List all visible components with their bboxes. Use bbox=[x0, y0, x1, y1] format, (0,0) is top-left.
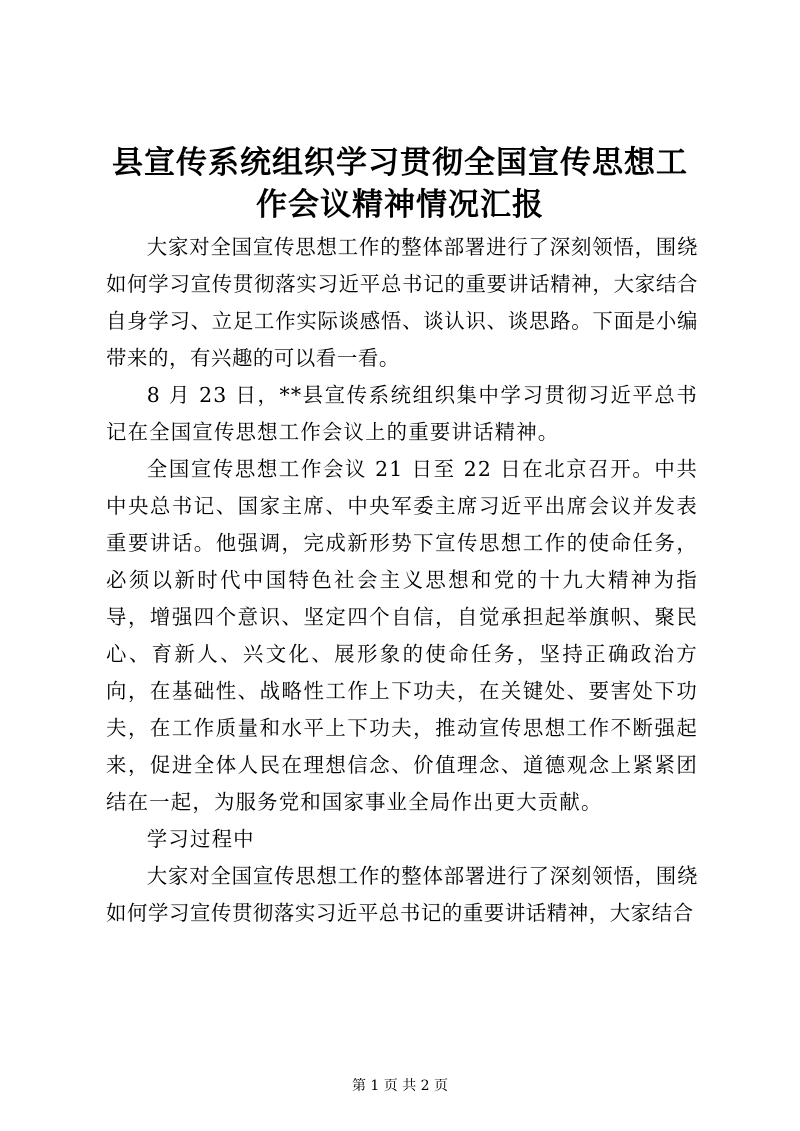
document-body bbox=[106, 229, 698, 932]
paragraph-heading-learning: 学习过程中 bbox=[146, 827, 255, 851]
paragraph-intro: 大家对全国宣传思想工作的整体部署进行了深刻领悟，围绕如何学习宣传贯彻落实习近平总书记的重要讲话精神，大家结合自身学习、立足工作实际谈感悟、谈认识、谈思路。下面是小编带来的，有兴趣的可以看一看。 bbox=[106, 235, 698, 370]
paragraph-date: 8 月 23 日，**县宣传系统组织集中学习贯彻习近平总书记在全国宣传思想工作会议上的重要讲话精神。 bbox=[106, 383, 698, 444]
page-footer: 第 1 页 共 2 页 bbox=[351, 1078, 449, 1094]
paragraph-repeat: 大家对全国宣传思想工作的整体部署进行了深刻领悟，围绕如何学习宣传贯彻落实习近平总书记的重要讲话精神，大家结合 bbox=[106, 864, 698, 925]
document-title: 县宣传系统组织学习贯彻全国宣传思想工作会议精神情况汇报 bbox=[112, 145, 688, 223]
paragraph-meeting: 全国宣传思想工作会议 21 日至 22 日在北京召开。中共中央总书记、国家主席、中央军委主席习近平出席会议并发表重要讲话。他强调，完成新形势下宣传思想工作的使命任务，必须以新时代中国特色社会主义思想和党的十九大精神为指导，增强四个意识、坚定四个自信，自觉承担起举旗帜、聚民心、育新人、兴文化、展形象的使命任务，坚持正确政治方向，在基础性、战略性工作上下功夫，在关键处、要害处下功夫，在工作质量和水平上下功夫，推动宣传思想工作不断强起来，促进全体人民在理想信念、价值理念、道德观念上紧紧团结在一起，为服务党和国家事业全局作出更大贡献。 bbox=[106, 457, 698, 814]
